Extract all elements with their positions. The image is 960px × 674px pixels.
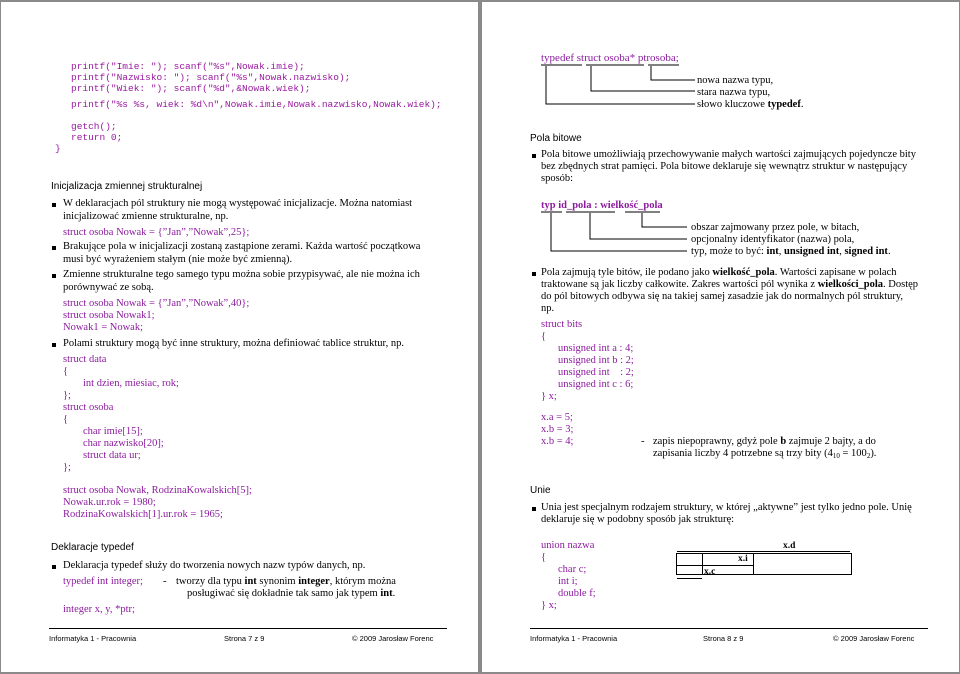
code-line: unsigned int c : 6;: [558, 379, 634, 390]
code-line: unsigned int b : 2;: [558, 355, 634, 366]
code-line: {: [541, 552, 547, 563]
dash: -: [163, 576, 167, 587]
footer-left: Informatyka 1 - Pracownia: [49, 634, 137, 643]
bullet: [532, 507, 536, 511]
footer-right: © 2009 Jarosław Forenc: [352, 634, 434, 643]
code-line: printf("Nazwisko: "); scanf("%s",Nowak.nazwisko);: [71, 72, 351, 83]
label-x-d: x.d: [783, 541, 796, 551]
bullet: [532, 272, 536, 276]
code-line: struct osoba Nowak, RodzinaKowalskich[5];: [63, 485, 252, 496]
code-line: return 0;: [71, 132, 123, 143]
code-line: x.b = 4;: [541, 436, 574, 447]
code-line: struct osoba Nowak1;: [63, 310, 155, 321]
code-example: typedef int integer;: [63, 576, 143, 587]
code-line: char nazwisko[20];: [83, 438, 164, 449]
code-line: {: [63, 366, 69, 377]
section-title: Unie: [530, 485, 551, 496]
paragraph: Pola zajmują tyle bitów, ile podano jako wielkość_pola. Wartości zapisane w polach: [541, 267, 897, 278]
paragraph: traktowane są jak liczby całkowite. Zakres wartości pól wynika z wielkości_pola. Dostęp: [541, 279, 919, 290]
label-x-i: x.i: [738, 554, 748, 564]
code-line: printf("Imie: "); scanf("%s",Nowak.imie);: [71, 61, 305, 72]
bullet: [52, 343, 56, 347]
range-c: [677, 578, 702, 579]
paragraph: deklaruje się w podobny sposób jak strukturę:: [541, 514, 735, 525]
bitfield-syntax: typ id_pola : wielkość_pola: [541, 200, 663, 211]
footer-page: Strona 7 z 9: [224, 634, 265, 643]
footer-page: Strona 8 z 9: [703, 634, 744, 643]
code-line: int i;: [558, 576, 578, 587]
code-line: char c;: [558, 564, 587, 575]
paragraph: Unia jest specjalnym rodzajem struktury, w której „aktywne” jest tylko jedno pole. Unię: [541, 502, 912, 513]
paragraph: musi być wyrażeniem stałym (nie może być zmienną).: [63, 254, 293, 265]
paragraph: W deklaracjach pól struktury nie mogą występować inicjalizacje. Można natomiast: [63, 198, 413, 209]
bullet: [52, 565, 56, 569]
paragraph: do pól bitowych odbywa się na takiej samej zasadzie jak do normalnych pól struktury,: [541, 291, 904, 302]
dash: -: [641, 436, 645, 447]
footer-right: © 2009 Jarosław Forenc: [833, 634, 915, 643]
paragraph: Deklaracja typedef służy do tworzenia nowych nazw typów danych, np.: [63, 560, 366, 571]
paragraph: np.: [541, 303, 555, 314]
paragraph: sposób:: [541, 173, 574, 184]
code-line: {: [63, 414, 69, 425]
code-line: printf("Wiek: "); scanf("%d",&Nowak.wiek);: [71, 83, 311, 94]
code-line: x.a = 5;: [541, 412, 573, 423]
paragraph: Brakujące pola w inicjalizacji zostaną zastąpione zerami. Każda wartość początkowa: [63, 241, 421, 252]
note-line: stara nazwa typu,: [697, 87, 771, 98]
paragraph: Zmienne strukturalne tego samego typu można sobie przypisywać, ale nie można ich: [63, 269, 420, 280]
annotation: opcjonalny identyfikator (nazwa) pola,: [691, 234, 855, 245]
annotation: typ, może to być: int, unsigned int, signed int.: [691, 246, 891, 257]
code-line: double f;: [558, 588, 596, 599]
paragraph: bez zbędnych strat pamięci. Pola bitowe deklaruje się wewnątrz struktur w następujący: [541, 161, 908, 172]
section-title: Inicjalizacja zmiennej strukturalnej: [51, 181, 203, 192]
range-d: [677, 551, 850, 552]
bullet: [52, 246, 56, 250]
paragraph: inicjalizować zmienne strukturalne, np.: [63, 211, 229, 222]
code-line: x.b = 3;: [541, 424, 574, 435]
code-line: union nazwa: [541, 540, 595, 551]
annotation: obszar zajmowany przez pole, w bitach,: [691, 222, 860, 233]
paragraph: tworzy dla typu int synonim integer, którym można: [176, 576, 396, 587]
code-example: typedef struct osoba* ptrosoba;: [541, 52, 679, 64]
note-line: nowa nazwa typu,: [697, 75, 774, 86]
paragraph: zapisania liczby 4 potrzebne są trzy bity $(4_{10} = 100_2)$.: [653, 448, 877, 460]
paragraph: porównywać ze sobą.: [63, 282, 154, 293]
code-example: struct osoba Nowak = {”Jan”,”Nowak”,25};: [63, 227, 250, 238]
footer-rule: [530, 628, 928, 629]
bullet: [52, 274, 56, 278]
left-page: [1, 2, 478, 672]
footer-left: Informatyka 1 - Pracownia: [530, 634, 618, 643]
code-line: } x;: [541, 391, 557, 402]
right-page: [482, 2, 959, 672]
code-line: struct data: [63, 354, 107, 365]
paragraph: posługiwać się dokładnie tak samo jak typem int.: [187, 588, 396, 599]
code-example: integer x, y, *ptr;: [63, 604, 135, 615]
code-line: unsigned int a : 4;: [558, 343, 634, 354]
code-line: struct bits: [541, 319, 583, 330]
divider: [702, 553, 703, 574]
code-line: };: [63, 462, 71, 473]
code-line: Nowak1 = Nowak;: [63, 322, 143, 333]
paragraph: Polami struktury mogą być inne struktury, można definiować tablice struktur, np.: [63, 338, 404, 349]
bullet: [52, 203, 56, 207]
code-line: } x;: [541, 600, 557, 611]
note-line: słowo kluczowe typedef.: [697, 99, 804, 110]
code-line: struct osoba Nowak = {”Jan”,”Nowak”,40};: [63, 298, 250, 309]
code-line: struct data ur;: [83, 450, 141, 461]
code-line: unsigned int : 2;: [558, 367, 634, 378]
label-x-c: x.c: [704, 567, 716, 577]
code-line: };: [63, 390, 71, 401]
section-title: Deklaracje typedef: [51, 542, 134, 553]
divider: [753, 553, 754, 574]
paragraph: zapis niepoprawny, gdyż pole b zajmuje 2 bajty, a do: [653, 436, 876, 447]
code-line: int dzien, miesiac, rok;: [83, 378, 179, 389]
code-line: char imie[15];: [83, 426, 143, 437]
section-title: Pola bitowe: [530, 133, 582, 144]
code-line: getch();: [71, 121, 117, 132]
paragraph: Pola bitowe umożliwiają przechowywanie małych wartości zajmujących pojedyncze bity: [541, 149, 916, 160]
code-line: printf("%s %s, wiek: %d\n",Nowak.imie,Nowak.nazwisko,Nowak.wiek);: [71, 99, 442, 110]
code-line: struct osoba: [63, 402, 114, 413]
code-line: }: [55, 143, 61, 154]
code-line: Nowak.ur.rok = 1980;: [63, 497, 156, 508]
code-line: RodzinaKowalskich[1].ur.rok = 1965;: [63, 509, 223, 520]
code-line: {: [541, 331, 547, 342]
footer-rule: [49, 628, 447, 629]
